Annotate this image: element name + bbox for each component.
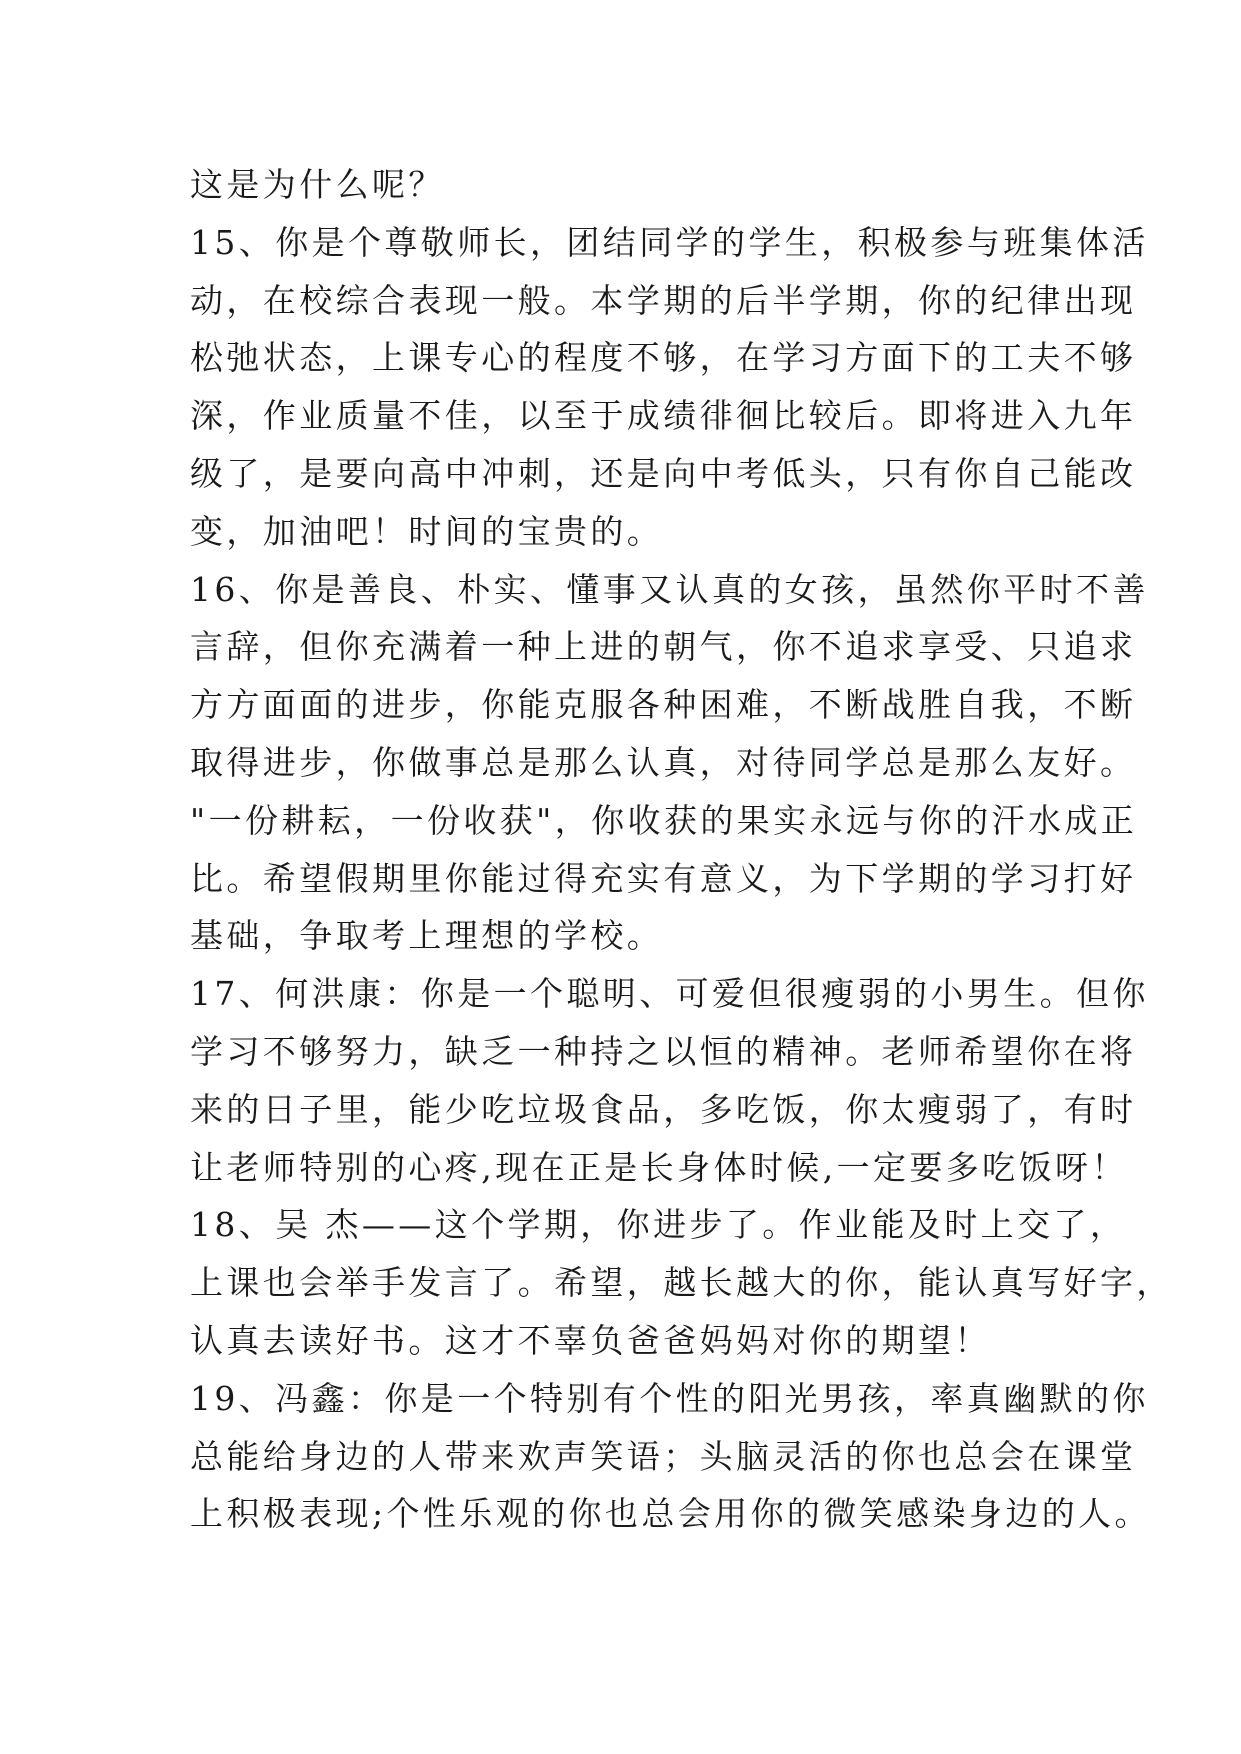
text-line: 上课也会举手发言了。希望，越长越大的你，能认真写好字， (190, 1263, 1173, 1303)
text-line: 深，作业质量不佳，以至于成绩徘徊比较后。即将进入九年 (190, 396, 1137, 436)
document-body (190, 156, 1173, 1543)
text-line: 动，在校综合表现一般。本学期的后半学期，你的纪律出现 (190, 280, 1137, 320)
text-line: 比。希望假期里你能过得充实有意义，为下学期的学习打好 (190, 858, 1137, 898)
text-line: 让老师特别的心疼,现在正是长身体时候,一定要多吃饭呀！ (190, 1147, 1128, 1187)
text-line: 16、你是善良、朴实、懂事又认真的女孩，虽然你平时不善 (190, 569, 1149, 609)
text-line: 来的日子里，能少吃垃圾食品，多吃饭，你太瘦弱了，有时 (190, 1089, 1137, 1129)
text-line: 18、吴 杰——这个学期，你进步了。作业能及时上交了， (190, 1205, 1127, 1245)
text-line: 总能给身边的人带来欢声笑语；头脑灵活的你也总会在课堂 (190, 1436, 1137, 1476)
text-line: 方方面面的进步，你能克服各种困难，不断战胜自我，不断 (190, 685, 1137, 725)
text-line: 级了，是要向高中冲刺，还是向中考低头，只有你自己能改 (190, 453, 1137, 493)
text-line: 言辞，但你充满着一种上进的朝气，你不追求享受、只追求 (190, 627, 1137, 667)
text-line: 学习不够努力，缺乏一种持之以恒的精神。老师希望你在将 (190, 1031, 1137, 1071)
text-line: 这是为什么呢？ (190, 165, 445, 204)
text-line: "一份耕耘，一份收获"，你收获的果实永远与你的汗水成正 (190, 800, 1138, 840)
text-line: 19、冯鑫：你是一个特别有个性的阳光男孩，率真幽默的你 (190, 1378, 1149, 1418)
text-line: 基础，争取考上理想的学校。 (190, 916, 664, 956)
text-line: 上积极表现;个性乐观的你也总会用你的微笑感染身边的人。 (190, 1494, 1151, 1534)
text-line: 变，加油吧！时间的宝贵的。 (190, 511, 664, 551)
text-line: 认真去读好书。这才不辜负爸爸妈妈对你的期望！ (190, 1320, 991, 1360)
text-line: 17、何洪康：你是一个聪明、可爱但很瘦弱的小男生。但你 (190, 974, 1149, 1014)
text-line: 取得进步，你做事总是那么认真，对待同学总是那么友好。 (190, 742, 1137, 782)
text-line: 松弛状态，上课专心的程度不够，在学习方面下的工夫不够 (190, 338, 1137, 378)
text-line: 15、你是个尊敬师长，团结同学的学生，积极参与班集体活 (190, 222, 1149, 262)
